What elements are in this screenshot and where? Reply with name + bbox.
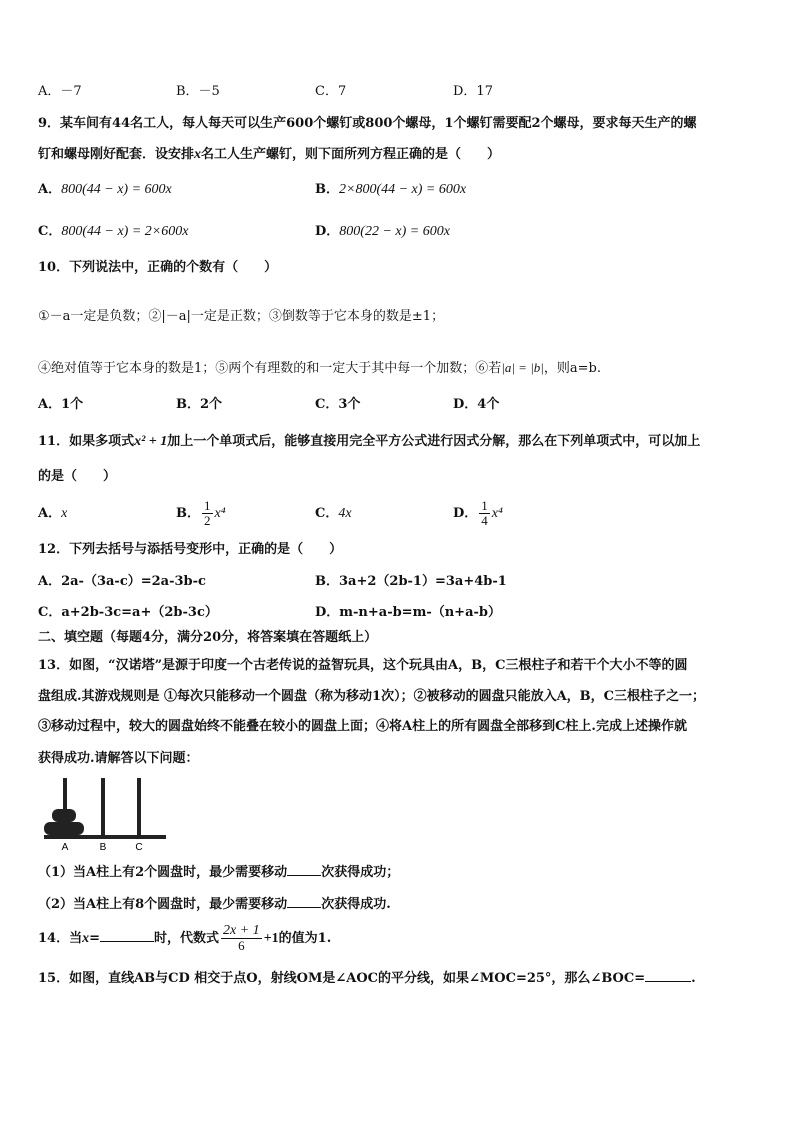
q8-option-c: C．7 <box>315 84 347 99</box>
hanoi-label-a: A <box>61 842 69 853</box>
q14-eq: = <box>89 931 100 946</box>
q13-sub-2-answer-blank[interactable] <box>287 907 321 908</box>
q9-stem-2b: 名工人生产螺钉，则下面所列方程正确的是（ ） <box>201 147 501 162</box>
q10-option-d: D．4个 <box>453 397 500 412</box>
q10-statements-line-1: ①－a一定是负数；②|－a|一定是正数；③倒数等于它本身的数是±1； <box>38 309 445 324</box>
q10-line-2a: ④绝对值等于它本身的数是1；⑤两个有理数的和一定大于其中每一个加数；⑥若 <box>38 361 502 376</box>
q11-option-b-den: 2 <box>204 513 211 528</box>
q11-option-d-var: x⁴ <box>491 506 503 521</box>
q15-question <box>38 970 696 988</box>
q9-option-d <box>315 223 450 241</box>
q14-plus-one: +1 <box>263 931 279 946</box>
q12-stem: 12．下列去括号与添括号变形中，正确的是（ ） <box>38 542 343 557</box>
q11-polynomial: x² + 1 <box>134 434 168 449</box>
q11-option-d <box>453 497 503 531</box>
q9-option-b-equation: 2×800(44 − x) = 600x <box>339 182 467 197</box>
q10-stem: 10．下列说法中，正确的个数有（ ） <box>38 260 278 275</box>
q13-sub-1-answer-blank[interactable] <box>287 875 321 876</box>
q10-statements-line-2 <box>38 359 601 378</box>
q9-option-b-label: B． <box>315 182 339 197</box>
q11-option-c-label: C． <box>315 506 339 521</box>
q14-fraction-num: 2x + 1 <box>223 923 260 938</box>
q9-option-a <box>38 181 172 199</box>
q9-stem-2a: 钉和螺母刚好配套．设安排 <box>38 147 195 162</box>
q11-stem-1b: 加上一个单项式后，能够直接用完全平方公式进行因式分解，那么在下列单项式中，可以加上 <box>167 434 701 449</box>
q10-option-c: C．3个 <box>315 397 361 412</box>
q13-text-line-3: ③移动过程中，较大的圆盘始终不能叠在较小的圆盘上面；④将A柱上的所有圆盘全部移到C柱上.完成上述操作就 <box>38 719 687 734</box>
q13-sub-2-text: （2）当A柱上有8个圆盘时，最少需要移动 <box>38 897 288 912</box>
q11-option-b-fraction <box>202 499 213 528</box>
q9-stem-var: x <box>194 147 202 162</box>
q9-option-a-label: A． <box>38 182 62 197</box>
q8-option-d: D．17 <box>453 84 493 99</box>
q13-text-line-2: 盘组成.其游戏规则是 ①每次只能移动一个圆盘（称为移动1次）；②被移动的圆盘只能放入A，B，C三根柱子之一； <box>38 689 706 704</box>
q11-option-b <box>176 497 226 531</box>
q14-prefix: 14．当 <box>38 931 83 946</box>
q14-mid: 时，代数式 <box>154 931 220 946</box>
q12-option-a: A．2a-（3a-c）=2a-3b-c <box>38 574 206 589</box>
section-heading: 二、填空题（每题4分，满分20分，将答案填在答题纸上） <box>38 630 378 645</box>
hanoi-label-c: C <box>135 842 143 853</box>
hanoi-base <box>44 835 166 839</box>
q13-sub-question-2 <box>38 896 391 914</box>
q13-text-line-4: 获得成功.请解答以下问题： <box>38 751 199 766</box>
q11-option-d-label: D． <box>453 506 478 521</box>
q9-option-b <box>315 181 466 199</box>
q14-suffix: 的值为1. <box>278 931 332 946</box>
q14-fraction-den: 6 <box>238 938 245 953</box>
q12-option-b: B．3a+2（2b-1）=3a+4b-1 <box>315 574 507 589</box>
q9-option-d-equation: 800(22 − x) = 600x <box>339 224 450 239</box>
q15-text: 15．如图，直线AB与CD 相交于点O，射线OM是∠AOC的平分线，如果∠MOC=25°，那么∠BOC= <box>38 971 646 986</box>
q9-option-c-equation: 800(44 − x) = 2×600x <box>61 224 189 239</box>
q13-sub-1-suffix: 次获得成功； <box>321 865 400 880</box>
q15-suffix: . <box>691 971 696 986</box>
q11-option-c <box>315 505 352 523</box>
q15-answer-blank[interactable] <box>645 981 691 982</box>
q14-fraction <box>221 924 262 953</box>
hanoi-pole-c <box>137 778 141 838</box>
q10-option-a: A．1个 <box>38 397 84 412</box>
q14-question <box>38 922 331 956</box>
q12-option-c: C．a+2b-3c=a+（2b-3c） <box>38 605 218 620</box>
q11-option-b-var: x⁴ <box>214 506 226 521</box>
q10-line-2b: ，则a=b. <box>543 361 601 376</box>
hanoi-pole-b <box>101 778 105 838</box>
q12-option-d: D．m-n+a-b=m-（n+a-b） <box>315 605 501 620</box>
q14-var: x <box>82 931 90 946</box>
q11-option-c-expr: 4x <box>338 506 352 521</box>
q9-option-a-equation: 800(44 − x) = 600x <box>61 182 172 197</box>
q11-option-d-num: 1 <box>481 498 488 513</box>
q11-option-b-label: B． <box>176 506 200 521</box>
hanoi-label-b: B <box>99 842 107 853</box>
q10-abs-equation: |a| = |b| <box>501 360 544 375</box>
q11-option-a <box>38 505 67 523</box>
q8-option-b: B．－5 <box>176 84 220 99</box>
hanoi-disk-large <box>44 822 84 835</box>
q11-option-a-label: A． <box>38 506 62 521</box>
q13-sub-1-text: （1）当A柱上有2个圆盘时，最少需要移动 <box>38 865 288 880</box>
q11-stem-line-1 <box>38 433 700 451</box>
q11-option-d-fraction <box>479 499 490 528</box>
q9-option-d-label: D． <box>315 224 340 239</box>
q13-sub-question-1 <box>38 864 399 882</box>
q11-option-a-expr: x <box>61 506 68 521</box>
q9-option-c <box>38 223 188 241</box>
q11-option-b-num: 1 <box>204 498 211 513</box>
q9-stem-line-1: 9．某车间有44名工人，每人每天可以生产600个螺钉或800个螺母，1个螺钉需要配2个螺母，要求每天生产的螺 <box>38 116 697 131</box>
hanoi-tower-figure <box>40 775 170 853</box>
q8-option-a: A．－7 <box>38 84 82 99</box>
hanoi-disk-small <box>52 809 76 822</box>
q10-option-b: B．2个 <box>176 397 223 412</box>
q13-text-line-1: 13．如图，“汉诺塔”是源于印度一个古老传说的益智玩具，这个玩具由A，B，C三根柱子和若干个大小不等的圆 <box>38 658 688 673</box>
q14-answer-blank[interactable] <box>100 941 154 942</box>
q9-stem-line-2 <box>38 146 500 164</box>
q11-stem-line-2: 的是（ ） <box>38 469 117 484</box>
q11-option-d-den: 4 <box>481 513 488 528</box>
q11-stem-1a: 11．如果多项式 <box>38 434 135 449</box>
q9-option-c-label: C． <box>38 224 62 239</box>
q13-sub-2-suffix: 次获得成功. <box>321 897 391 912</box>
